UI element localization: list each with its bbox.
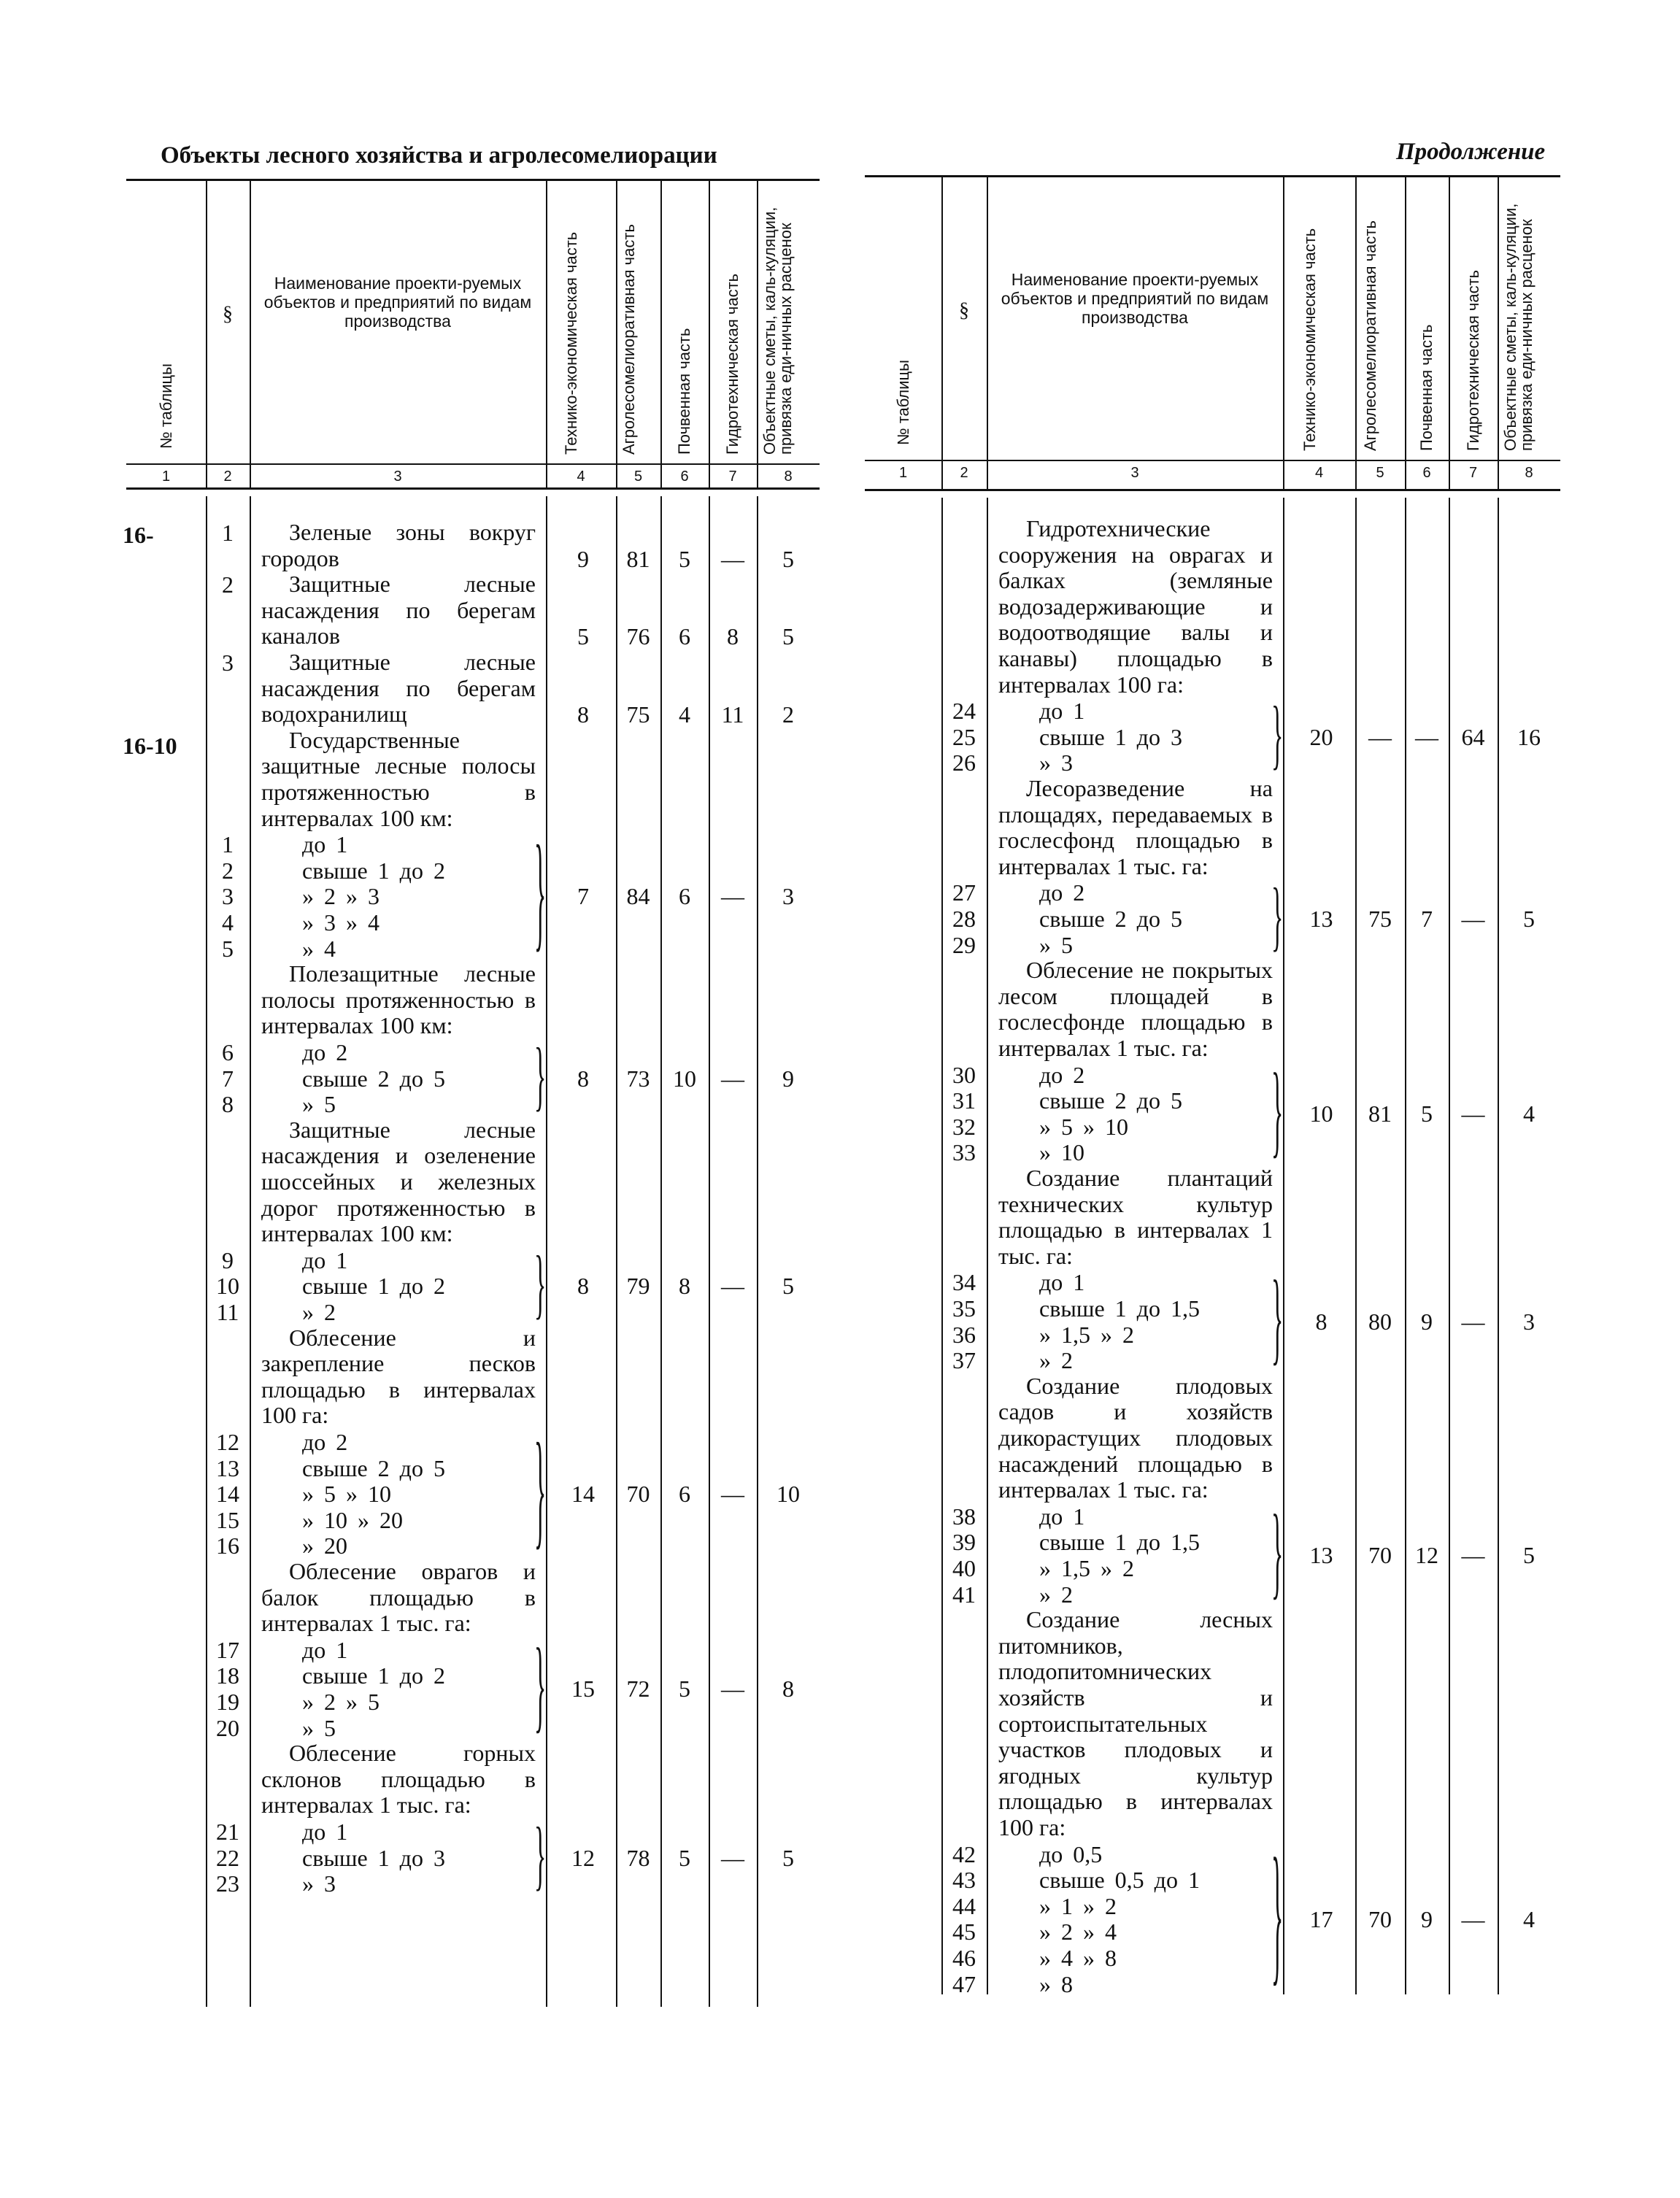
right-col-number-8: 8 [1525, 465, 1533, 481]
left-value-soil: 5 [679, 545, 690, 572]
left-group-desc-4: Полезащитные лесные полосы протяженностью в интервалах 100 км: [261, 960, 536, 1039]
left-row-number-3: 3 [222, 649, 234, 676]
right-row-number-24: 24 [952, 698, 976, 725]
left-header-soil: Почвенная часть [675, 328, 693, 455]
left-col-line-5 [660, 179, 662, 487]
left-value-hydro: — [721, 1844, 744, 1871]
right-row-number-44: 44 [952, 1892, 976, 1919]
right-row-number-35: 35 [952, 1295, 976, 1322]
right-row-number-32: 32 [952, 1113, 976, 1140]
left-col-number-5: 5 [633, 468, 643, 485]
right-header-tech-econ: Технико-экономическая часть [1300, 228, 1319, 451]
right-value-soil: 7 [1421, 906, 1433, 932]
left-value-hydro: — [721, 1273, 744, 1300]
right-row-text-34: до 1 [1039, 1269, 1085, 1296]
left-row-text-5: » 4 [302, 935, 336, 962]
left-row-number-6: 6 [222, 1039, 234, 1065]
right-row-text-26: » 3 [1039, 749, 1073, 776]
left-row-text-1: до 1 [302, 831, 348, 858]
right-header-hydro: Гидротехническая часть [1463, 269, 1482, 451]
right-group-desc-0: Гидротехнические сооружения на оврагах и балках (земляные водозадерживающие и водоотводящие валы и канавы) площадью в интервалах 100 га: [998, 515, 1273, 698]
table-number-16: 16- [123, 522, 154, 548]
right-row-number-28: 28 [952, 906, 976, 932]
left-title: Объекты лесного хозяйства и агролесомелиорации [161, 142, 717, 169]
left-col-line-2 [250, 179, 251, 487]
right-col-number-2: 2 [960, 465, 968, 481]
right-group-desc-5: Создание лесных питомников, плодопитомнических хозяйств и сортоиспытательных участков плодовых и ягодных культур площадью в интервалах 100 га: [998, 1606, 1273, 1840]
right-header-soil: Почвенная часть [1417, 324, 1436, 451]
table-number-16-10: 16-10 [123, 733, 177, 759]
left-value-hydro: — [721, 1065, 744, 1092]
left-header-tech-econ: Технико-экономическая часть [562, 231, 580, 455]
left-brace-3: } [534, 823, 547, 965]
left-value-soil: 6 [679, 1481, 690, 1508]
left-brace-4: } [534, 1034, 547, 1119]
left-value-tech-econ: 8 [577, 1065, 589, 1092]
left-row-number-12: 12 [216, 1429, 239, 1455]
right-col-number-3: 3 [1130, 465, 1139, 481]
left-value-estimates: 5 [782, 1273, 794, 1300]
right-row-number-30: 30 [952, 1061, 976, 1088]
left-row-number-2: 2 [222, 571, 234, 598]
left-row-text-22: свыше 1 до 3 [302, 1844, 445, 1871]
left-header-rule [126, 463, 820, 465]
left-value-tech-econ: 7 [577, 883, 589, 910]
right-row-text-41: » 2 [1039, 1581, 1073, 1608]
left-row-text-12: до 2 [302, 1429, 348, 1455]
left-header-estimates: Объектные сметы, каль-куляции, привязка еди-ничных расценок [760, 207, 795, 455]
right-row-number-37: 37 [952, 1347, 976, 1374]
left-value-tech-econ: 12 [571, 1844, 595, 1871]
right-row-number-34: 34 [952, 1269, 976, 1296]
right-value-estimates: 5 [1523, 906, 1535, 932]
left-header-hydro: Гидротехническая часть [723, 273, 741, 455]
left-value-soil: 10 [673, 1065, 696, 1092]
left-row-text-13: свыше 2 до 5 [302, 1454, 445, 1481]
left-row-text-4: » 3 » 4 [302, 909, 379, 936]
left-header-name: Наименование проекти-руемых объектов и предприятий по видам производства [263, 274, 532, 331]
right-value-hydro: 64 [1461, 723, 1485, 750]
left-col-number-4: 4 [577, 468, 585, 485]
right-value-soil: 9 [1421, 1308, 1433, 1335]
right-value-hydro: — [1461, 906, 1485, 932]
left-header-section: § [223, 303, 233, 325]
right-row-number-39: 39 [952, 1529, 976, 1556]
left-group-desc-3: Государственные защитные лесные полосы протяженностью в интервалах 100 км: [261, 726, 536, 831]
left-row-text-21: до 1 [302, 1819, 348, 1845]
left-row-text-20: » 5 [302, 1714, 336, 1741]
left-col-number-2: 2 [223, 468, 232, 485]
left-value-hydro: — [721, 545, 744, 572]
left-group-desc-2: Защитные лесные насаждения по берегам водохранилищ [261, 649, 536, 728]
right-row-number-43: 43 [952, 1867, 976, 1894]
right-row-text-46: » 4 » 8 [1039, 1945, 1117, 1971]
left-col-line-1 [206, 179, 207, 487]
left-value-hydro: 11 [721, 701, 744, 728]
left-row-number-1: 1 [222, 520, 234, 546]
right-body-line-5 [1405, 498, 1406, 1994]
left-row-text-19: » 2 » 5 [302, 1689, 379, 1715]
left-value-agro: 81 [626, 545, 650, 572]
right-row-text-27: до 2 [1039, 879, 1085, 906]
left-group-desc-6: Облесение и закрепление песков площадью в интервалах 100 га: [261, 1324, 536, 1429]
right-row-text-45: » 2 » 4 [1039, 1919, 1117, 1946]
right-numbers-rule [865, 489, 1560, 491]
left-col-line-4 [616, 179, 617, 487]
right-col-line-5 [1405, 175, 1406, 489]
left-brace-7: } [534, 1630, 547, 1744]
left-brace-8: } [534, 1813, 547, 1899]
right-col-number-7: 7 [1468, 465, 1478, 481]
right-value-tech-econ: 17 [1309, 1905, 1333, 1932]
left-brace-5: } [534, 1242, 547, 1327]
right-body-line-7 [1498, 498, 1499, 1994]
left-row-number-18: 18 [216, 1662, 239, 1689]
left-row-number-5: 5 [222, 935, 234, 962]
right-col-number-1: 1 [898, 465, 908, 481]
left-group-desc-8: Облесение горных склонов площадью в интервалах 1 тыс. га: [261, 1740, 536, 1819]
left-value-tech-econ: 5 [577, 623, 589, 650]
right-row-text-25: свыше 1 до 3 [1039, 723, 1182, 750]
right-value-tech-econ: 8 [1315, 1308, 1328, 1335]
right-value-agro: 70 [1368, 1542, 1392, 1569]
right-row-text-29: » 5 [1039, 931, 1073, 958]
left-value-agro: 72 [626, 1676, 650, 1703]
right-value-agro: 81 [1368, 1100, 1392, 1127]
left-row-number-10: 10 [216, 1273, 239, 1300]
right-value-hydro: — [1461, 1308, 1485, 1335]
right-body-line-4 [1355, 498, 1357, 1994]
left-row-number-22: 22 [216, 1844, 239, 1871]
right-value-tech-econ: 13 [1309, 1542, 1333, 1569]
left-row-number-9: 9 [222, 1246, 234, 1273]
left-row-text-2: свыше 1 до 2 [302, 857, 445, 884]
right-brace-5: } [1271, 1832, 1284, 2002]
left-brace-6: } [534, 1421, 547, 1563]
left-col-number-8: 8 [784, 468, 793, 485]
right-row-number-38: 38 [952, 1503, 976, 1530]
right-col-line-3 [1283, 175, 1284, 489]
right-header-name: Наименование проекти-руемых объектов и предприятий по видам производства [1001, 270, 1269, 327]
left-value-hydro: — [721, 1481, 744, 1508]
right-col-line-6 [1449, 175, 1450, 489]
left-top-rule [126, 179, 820, 181]
right-row-text-47: » 8 [1039, 1970, 1073, 1997]
left-value-soil: 5 [679, 1676, 690, 1703]
right-group-desc-4: Создание плодовых садов и хозяйств дикорастущих плодовых насаждений площадью в интервалах 1 тыс. га: [998, 1372, 1273, 1503]
right-row-number-47: 47 [952, 1970, 976, 1997]
left-value-hydro: — [721, 1676, 744, 1703]
right-top-rule [865, 175, 1560, 177]
left-numbers-rule [126, 487, 820, 490]
right-row-number-26: 26 [952, 749, 976, 776]
left-row-number-7: 7 [222, 1065, 234, 1092]
right-header-agro: Агролесомелиоративная часть [1361, 220, 1379, 451]
left-value-estimates: 3 [782, 883, 794, 910]
right-row-number-40: 40 [952, 1555, 976, 1581]
right-row-number-36: 36 [952, 1321, 976, 1348]
right-brace-3: } [1271, 1263, 1284, 1377]
left-value-soil: 6 [679, 883, 690, 910]
right-col-line-4 [1355, 175, 1357, 489]
left-value-agro: 84 [626, 883, 650, 910]
left-row-text-16: » 20 [302, 1532, 347, 1559]
right-brace-4: } [1271, 1497, 1284, 1611]
left-value-hydro: — [721, 883, 744, 910]
left-row-number-17: 17 [216, 1636, 239, 1663]
left-value-estimates: 10 [777, 1481, 800, 1508]
left-value-agro: 70 [626, 1481, 650, 1508]
right-row-text-31: свыше 2 до 5 [1039, 1087, 1182, 1114]
right-row-text-44: » 1 » 2 [1039, 1892, 1117, 1919]
right-row-text-40: » 1,5 » 2 [1039, 1555, 1134, 1581]
left-value-soil: 6 [679, 623, 690, 650]
right-row-text-36: » 1,5 » 2 [1039, 1321, 1134, 1348]
right-row-text-42: до 0,5 [1039, 1840, 1103, 1867]
left-header-agro: Агролесомелиоративная часть [619, 224, 638, 455]
right-brace-0: } [1271, 693, 1284, 779]
left-row-number-3: 3 [222, 883, 234, 910]
right-value-estimates: 16 [1517, 723, 1541, 750]
left-body-line-2 [250, 496, 251, 2007]
left-value-tech-econ: 8 [577, 1273, 589, 1300]
right-col-number-6: 6 [1422, 465, 1431, 481]
left-row-number-14: 14 [216, 1481, 239, 1508]
left-col-number-1: 1 [161, 468, 171, 485]
left-value-soil: 8 [679, 1273, 690, 1300]
left-col-line-3 [546, 179, 547, 487]
right-col-number-5: 5 [1376, 465, 1384, 481]
right-group-desc-2: Облесение не покрытых лесом площадей в гослесфонде площадью в интервалах 1 тыс. га: [998, 957, 1273, 1061]
right-row-number-45: 45 [952, 1919, 976, 1946]
right-row-text-32: » 5 » 10 [1039, 1113, 1128, 1140]
left-group-desc-1: Защитные лесные насаждения по берегам каналов [261, 571, 536, 649]
left-value-estimates: 9 [782, 1065, 794, 1092]
left-row-number-15: 15 [216, 1506, 239, 1533]
left-row-number-11: 11 [216, 1299, 239, 1325]
left-value-tech-econ: 14 [571, 1481, 595, 1508]
right-row-text-35: свыше 1 до 1,5 [1039, 1295, 1200, 1322]
right-header-rule [865, 460, 1560, 461]
left-value-soil: 5 [679, 1844, 690, 1871]
left-value-tech-econ: 8 [577, 701, 589, 728]
right-value-tech-econ: 13 [1309, 906, 1333, 932]
left-row-text-14: » 5 » 10 [302, 1481, 391, 1508]
right-group-desc-3: Создание плантаций технических культур площадью в интервалах 1 тыс. га: [998, 1165, 1273, 1269]
right-row-text-39: свыше 1 до 1,5 [1039, 1529, 1200, 1556]
right-value-agro: 75 [1368, 906, 1392, 932]
left-col-number-3: 3 [393, 468, 402, 485]
right-row-number-31: 31 [952, 1087, 976, 1114]
right-row-text-30: до 2 [1039, 1061, 1085, 1088]
left-row-number-20: 20 [216, 1714, 239, 1741]
right-col-line-2 [987, 175, 988, 489]
left-group-desc-7: Облесение оврагов и балок площадью в интервалах 1 тыс. га: [261, 1558, 536, 1637]
right-value-estimates: 4 [1523, 1905, 1535, 1932]
left-header-table-no: № таблицы [156, 363, 175, 449]
left-row-number-21: 21 [216, 1819, 239, 1845]
right-brace-1: } [1271, 875, 1284, 960]
left-value-estimates: 5 [782, 545, 794, 572]
left-value-agro: 78 [626, 1844, 650, 1871]
left-row-text-11: » 2 [302, 1299, 336, 1325]
right-value-hydro: — [1461, 1542, 1485, 1569]
left-row-number-4: 4 [222, 909, 234, 936]
left-row-number-19: 19 [216, 1689, 239, 1715]
left-value-tech-econ: 9 [577, 545, 589, 572]
right-row-text-28: свыше 2 до 5 [1039, 906, 1182, 932]
right-row-number-27: 27 [952, 879, 976, 906]
left-col-number-7: 7 [728, 468, 737, 485]
right-body-line-2 [987, 498, 988, 1994]
continuation-title: Продолжение [1396, 139, 1546, 165]
right-value-agro: 70 [1368, 1905, 1392, 1932]
right-value-hydro: — [1461, 1100, 1485, 1127]
right-row-text-24: до 1 [1039, 698, 1085, 725]
left-row-text-10: свыше 1 до 2 [302, 1273, 445, 1300]
left-row-text-3: » 2 » 3 [302, 883, 379, 910]
right-header-section: § [959, 299, 969, 322]
right-value-soil: — [1415, 723, 1438, 750]
right-row-number-41: 41 [952, 1581, 976, 1608]
right-value-tech-econ: 10 [1309, 1100, 1333, 1127]
right-value-soil: 9 [1421, 1905, 1433, 1932]
right-value-estimates: 3 [1523, 1308, 1535, 1335]
left-col-line-6 [709, 179, 710, 487]
left-row-number-23: 23 [216, 1870, 239, 1897]
left-value-soil: 4 [679, 701, 690, 728]
left-value-estimates: 2 [782, 701, 794, 728]
right-value-estimates: 5 [1523, 1542, 1535, 1569]
left-value-hydro: 8 [727, 623, 739, 650]
right-group-desc-1: Лесоразведение на площадях, передаваемых в гослесфонд площадью в интервалах 1 тыс. га: [998, 775, 1273, 879]
left-row-text-23: » 3 [302, 1870, 336, 1897]
left-row-text-9: до 1 [302, 1246, 348, 1273]
right-row-number-25: 25 [952, 723, 976, 750]
left-row-number-1: 1 [222, 831, 234, 858]
right-row-text-37: » 2 [1039, 1347, 1073, 1374]
left-col-number-6: 6 [680, 468, 689, 485]
right-row-text-33: » 10 [1039, 1139, 1084, 1166]
right-col-number-4: 4 [1314, 465, 1324, 481]
left-value-tech-econ: 15 [571, 1676, 595, 1703]
right-row-number-42: 42 [952, 1840, 976, 1867]
right-header-table-no: № таблицы [893, 360, 912, 445]
right-value-hydro: — [1461, 1905, 1485, 1932]
left-row-text-7: свыше 2 до 5 [302, 1065, 445, 1092]
left-group-desc-5: Защитные лесные насаждения и озеленение шоссейных и железных дорог протяженностью в интервалах 100 км: [261, 1116, 536, 1247]
left-group-desc-0: Зеленые зоны вокруг городов [261, 519, 536, 571]
left-row-text-17: до 1 [302, 1636, 348, 1663]
left-row-number-2: 2 [222, 857, 234, 884]
left-row-text-15: » 10 » 20 [302, 1506, 403, 1533]
right-row-text-38: до 1 [1039, 1503, 1085, 1530]
left-row-number-13: 13 [216, 1454, 239, 1481]
right-row-number-29: 29 [952, 931, 976, 958]
right-row-text-43: свыше 0,5 до 1 [1039, 1867, 1200, 1894]
left-value-estimates: 8 [782, 1676, 794, 1703]
left-row-number-16: 16 [216, 1532, 239, 1559]
right-col-line-7 [1498, 175, 1499, 489]
right-value-soil: 12 [1415, 1542, 1438, 1569]
left-col-line-7 [757, 179, 758, 487]
left-value-estimates: 5 [782, 1844, 794, 1871]
right-value-soil: 5 [1421, 1100, 1433, 1127]
right-body-line-6 [1449, 498, 1450, 1994]
left-value-agro: 73 [626, 1065, 650, 1092]
left-row-text-8: » 5 [302, 1091, 336, 1118]
right-value-agro: — [1368, 723, 1392, 750]
left-row-number-8: 8 [222, 1091, 234, 1118]
right-value-tech-econ: 20 [1309, 723, 1333, 750]
left-value-agro: 75 [626, 701, 650, 728]
right-brace-2: } [1271, 1055, 1284, 1169]
right-col-line-1 [941, 175, 943, 489]
right-value-estimates: 4 [1523, 1100, 1535, 1127]
left-value-agro: 79 [626, 1273, 650, 1300]
left-row-text-18: свыше 1 до 2 [302, 1662, 445, 1689]
right-value-agro: 80 [1368, 1308, 1392, 1335]
right-row-number-46: 46 [952, 1945, 976, 1971]
right-row-number-33: 33 [952, 1139, 976, 1166]
left-row-text-6: до 2 [302, 1039, 348, 1065]
left-value-estimates: 5 [782, 623, 794, 650]
left-value-agro: 76 [626, 623, 650, 650]
right-header-estimates: Объектные сметы, каль-куляции, привязка еди-ничных расценок [1501, 203, 1535, 451]
